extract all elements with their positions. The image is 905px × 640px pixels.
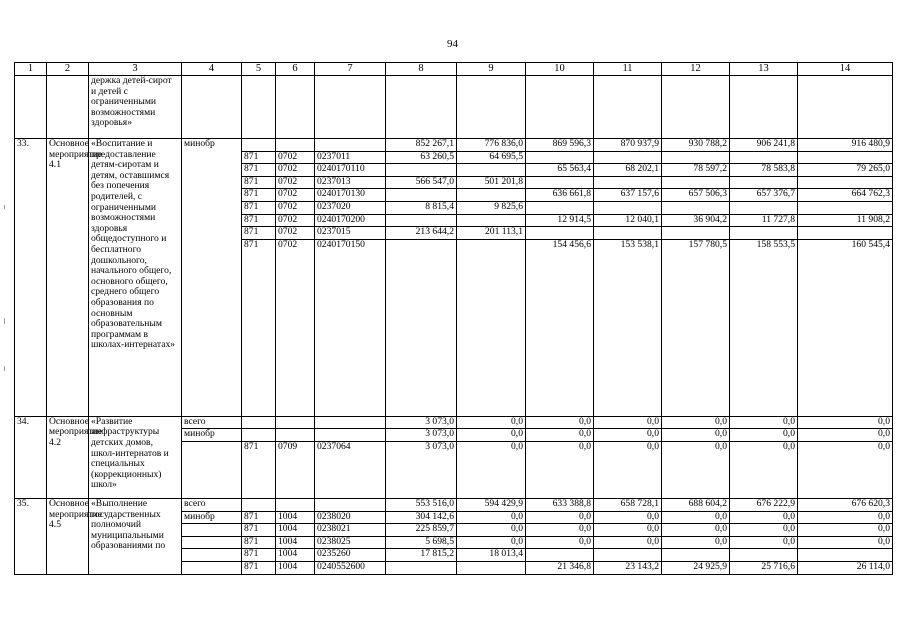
column-header: 10: [526, 63, 594, 76]
table-cell: 0702: [276, 189, 315, 202]
table-cell: 566 547,0: [386, 176, 457, 189]
table-cell: 0,0: [526, 536, 594, 549]
table-cell: минобр: [182, 429, 242, 442]
table-cell: 0238025: [315, 536, 386, 549]
table-cell: [594, 227, 662, 240]
budget-table: [14, 62, 893, 575]
table-cell: [276, 498, 315, 511]
table-cell: 0,0: [798, 416, 893, 429]
measure-type: Основное мероприятие 4.2: [47, 416, 89, 498]
table-cell: [662, 201, 730, 214]
table-cell: [526, 151, 594, 164]
table-cell: 24 925,9: [662, 561, 730, 574]
page-number: 94: [447, 38, 458, 50]
table-cell: [730, 176, 798, 189]
table-cell: [730, 227, 798, 240]
column-header: 3: [89, 63, 182, 76]
measure-name: «Воспитание и предоставление детям-сиротам и детям, оставшимся без попечения родителей, с ограниченными возможностями здоровья общедоступного и бесплатного дошкольного, начального общего, основного общего, среднего общего образования по основным образовательным программам в школах-интернатах»: [89, 139, 182, 417]
table-cell: 12 914,5: [526, 214, 594, 227]
table-cell: 0702: [276, 164, 315, 177]
table-cell: [15, 76, 47, 139]
table-cell: 11 727,8: [730, 214, 798, 227]
column-header: 7: [315, 63, 386, 76]
column-header: 11: [594, 63, 662, 76]
continuation-row: [15, 76, 893, 139]
table-cell: [662, 76, 730, 139]
row-number: 34.: [15, 416, 47, 498]
table-cell: 0,0: [730, 536, 798, 549]
table-cell: 0,0: [730, 524, 798, 537]
table-cell: 0,0: [662, 536, 730, 549]
table-cell: 871: [242, 214, 276, 227]
table-cell: 23 143,2: [594, 561, 662, 574]
table-cell: [730, 151, 798, 164]
table-cell: [386, 189, 457, 202]
table-cell: 0,0: [526, 511, 594, 524]
table-cell: [662, 227, 730, 240]
table-cell: 0,0: [594, 429, 662, 442]
table-cell: 225 859,7: [386, 524, 457, 537]
table-cell: 0,0: [730, 429, 798, 442]
table-cell: 0240170150: [315, 239, 386, 416]
table-cell: 930 788,2: [662, 139, 730, 152]
header-row: [15, 63, 893, 76]
table-cell: [798, 151, 893, 164]
table-cell: 871: [242, 189, 276, 202]
table-cell: 0237015: [315, 227, 386, 240]
table-cell: 0235260: [315, 549, 386, 562]
table-cell: 201 113,1: [457, 227, 526, 240]
table-cell: 0702: [276, 201, 315, 214]
table-cell: минобр: [182, 511, 242, 524]
table-cell: [315, 76, 386, 139]
table-cell: 3 073,0: [386, 441, 457, 498]
table-cell: 0,0: [594, 416, 662, 429]
table-cell: 871: [242, 201, 276, 214]
table-cell: [315, 416, 386, 429]
table-cell: [315, 498, 386, 511]
measure-name: держка детей-сирот и детей с ограниченными возможностями здоровья»: [89, 76, 182, 139]
table-cell: 79 265,0: [798, 164, 893, 177]
table-cell: 63 260,5: [386, 151, 457, 164]
table-cell: 0,0: [730, 511, 798, 524]
table-cell: 5 698,5: [386, 536, 457, 549]
table-cell: [662, 549, 730, 562]
table-cell: 8 815,4: [386, 201, 457, 214]
table-cell: 871: [242, 239, 276, 416]
table-cell: 78 597,2: [662, 164, 730, 177]
table-cell: [730, 549, 798, 562]
table-cell: 1004: [276, 549, 315, 562]
column-header: 5: [242, 63, 276, 76]
table-cell: 871: [242, 151, 276, 164]
table-cell: 36 904,2: [662, 214, 730, 227]
table-cell: [242, 416, 276, 429]
table-cell: [526, 76, 594, 139]
table-cell: 0240552600: [315, 561, 386, 574]
measure-name: «Выполнение государственных полномочий муниципальными образованиями по: [89, 498, 182, 574]
table-cell: 68 202,1: [594, 164, 662, 177]
table-cell: [594, 549, 662, 562]
table-cell: [182, 536, 242, 549]
table-cell: [457, 76, 526, 139]
table-cell: 657 376,7: [730, 189, 798, 202]
budget-table-wrapper: [14, 62, 892, 575]
table-cell: 871: [242, 441, 276, 498]
column-header: 12: [662, 63, 730, 76]
table-cell: 12 040,1: [594, 214, 662, 227]
column-header: 14: [798, 63, 893, 76]
measure-name: «Развитие инфраструктуры детских домов, школ-интернатов и специальных (коррекционных) школ»: [89, 416, 182, 498]
table-cell: [182, 524, 242, 537]
table-cell: [457, 164, 526, 177]
column-header: 13: [730, 63, 798, 76]
table-cell: [594, 151, 662, 164]
table-cell: [526, 227, 594, 240]
column-header: 9: [457, 63, 526, 76]
table-cell: 0240170130: [315, 189, 386, 202]
table-cell: 78 583,8: [730, 164, 798, 177]
table-cell: 0,0: [798, 536, 893, 549]
table-cell: 637 157,6: [594, 189, 662, 202]
table-cell: 0,0: [730, 416, 798, 429]
table-cell: 658 728,1: [594, 498, 662, 511]
table-cell: 213 644,2: [386, 227, 457, 240]
table-cell: 0,0: [798, 441, 893, 498]
table-cell: 0238020: [315, 511, 386, 524]
table-cell: 0238021: [315, 524, 386, 537]
row-number: 33.: [15, 139, 47, 417]
table-cell: 871: [242, 524, 276, 537]
table-cell: 18 013,4: [457, 549, 526, 562]
table-cell: [276, 139, 315, 152]
table-cell: [457, 561, 526, 574]
table-cell: 0240170200: [315, 214, 386, 227]
table-row: [15, 498, 893, 511]
table-cell: [594, 176, 662, 189]
table-cell: 501 201,8: [457, 176, 526, 189]
table-cell: [242, 498, 276, 511]
table-cell: [526, 549, 594, 562]
table-cell: [798, 227, 893, 240]
table-cell: 776 836,0: [457, 139, 526, 152]
table-cell: 0,0: [526, 429, 594, 442]
table-cell: [386, 164, 457, 177]
table-cell: 64 695,5: [457, 151, 526, 164]
measure-type: Основное мероприятие 4.5: [47, 498, 89, 574]
table-cell: 26 114,0: [798, 561, 893, 574]
table-cell: 0709: [276, 441, 315, 498]
table-cell: 0,0: [662, 524, 730, 537]
table-cell: [662, 151, 730, 164]
table-cell: 0,0: [662, 416, 730, 429]
table-cell: [315, 139, 386, 152]
table-cell: [386, 76, 457, 139]
table-row: [15, 416, 893, 429]
table-cell: 871: [242, 511, 276, 524]
table-cell: 676 222,9: [730, 498, 798, 511]
table-cell: 65 563,4: [526, 164, 594, 177]
table-cell: [457, 214, 526, 227]
table-cell: [276, 76, 315, 139]
table-cell: [798, 76, 893, 139]
table-cell: 633 388,8: [526, 498, 594, 511]
table-cell: 0,0: [457, 524, 526, 537]
column-header: 1: [15, 63, 47, 76]
table-cell: 0,0: [526, 441, 594, 498]
table-cell: 0237020: [315, 201, 386, 214]
table-cell: 0240170110: [315, 164, 386, 177]
table-cell: 0,0: [798, 429, 893, 442]
table-cell: 0237064: [315, 441, 386, 498]
table-cell: [386, 239, 457, 416]
table-cell: 1004: [276, 561, 315, 574]
table-cell: 871: [242, 549, 276, 562]
table-cell: [526, 176, 594, 189]
table-cell: [182, 441, 242, 498]
table-cell: [386, 561, 457, 574]
table-cell: 0,0: [526, 524, 594, 537]
measure-type: Основное мероприятие 4.1: [47, 139, 89, 417]
table-cell: 916 480,9: [798, 139, 893, 152]
table-cell: 636 661,8: [526, 189, 594, 202]
column-header: 8: [386, 63, 457, 76]
table-cell: [242, 76, 276, 139]
table-cell: 1004: [276, 524, 315, 537]
table-cell: [798, 176, 893, 189]
column-header: 2: [47, 63, 89, 76]
table-cell: 0,0: [457, 441, 526, 498]
table-cell: 157 780,5: [662, 239, 730, 416]
table-cell: 676 620,3: [798, 498, 893, 511]
table-cell: [798, 201, 893, 214]
table-cell: 0702: [276, 227, 315, 240]
table-cell: [47, 76, 89, 139]
table-cell: [594, 76, 662, 139]
table-cell: 657 506,3: [662, 189, 730, 202]
table-cell: 0,0: [662, 511, 730, 524]
responsible-executor: минобр: [182, 139, 242, 417]
table-cell: 9 825,6: [457, 201, 526, 214]
table-cell: 871: [242, 561, 276, 574]
binding-mark: [4, 318, 5, 324]
table-cell: 852 267,1: [386, 139, 457, 152]
table-cell: 1004: [276, 511, 315, 524]
table-cell: [386, 214, 457, 227]
table-cell: 304 142,6: [386, 511, 457, 524]
table-cell: 0,0: [594, 536, 662, 549]
table-cell: 688 604,2: [662, 498, 730, 511]
table-cell: [730, 76, 798, 139]
table-cell: 0702: [276, 214, 315, 227]
table-cell: [182, 561, 242, 574]
row-number: 35.: [15, 498, 47, 574]
column-header: 6: [276, 63, 315, 76]
table-cell: [182, 549, 242, 562]
table-cell: 553 516,0: [386, 498, 457, 511]
table-cell: 871: [242, 176, 276, 189]
table-cell: [662, 176, 730, 189]
table-cell: 906 241,8: [730, 139, 798, 152]
column-header: 4: [182, 63, 242, 76]
table-cell: [242, 429, 276, 442]
table-row: [15, 139, 893, 152]
table-cell: всего: [182, 416, 242, 429]
table-cell: 870 937,9: [594, 139, 662, 152]
table-cell: [242, 139, 276, 152]
table-cell: 871: [242, 227, 276, 240]
binding-mark: [4, 205, 5, 209]
table-cell: 0,0: [594, 524, 662, 537]
table-cell: 0,0: [594, 441, 662, 498]
table-cell: 153 538,1: [594, 239, 662, 416]
table-cell: 3 073,0: [386, 429, 457, 442]
table-cell: [798, 549, 893, 562]
table-cell: 154 456,6: [526, 239, 594, 416]
table-cell: 0,0: [662, 441, 730, 498]
table-cell: 594 429,9: [457, 498, 526, 511]
table-cell: 11 908,2: [798, 214, 893, 227]
table-cell: 0,0: [730, 441, 798, 498]
table-cell: 0702: [276, 176, 315, 189]
table-cell: 0,0: [457, 511, 526, 524]
table-cell: 0,0: [457, 536, 526, 549]
table-cell: 869 596,3: [526, 139, 594, 152]
table-cell: всего: [182, 498, 242, 511]
table-cell: 0237013: [315, 176, 386, 189]
table-cell: 1004: [276, 536, 315, 549]
table-cell: [276, 429, 315, 442]
table-cell: 664 762,3: [798, 189, 893, 202]
table-cell: [594, 201, 662, 214]
table-cell: 3 073,0: [386, 416, 457, 429]
table-cell: 0,0: [798, 511, 893, 524]
table-cell: 0237011: [315, 151, 386, 164]
table-cell: 25 716,6: [730, 561, 798, 574]
table-cell: 0702: [276, 239, 315, 416]
table-cell: 0,0: [457, 416, 526, 429]
table-cell: 0,0: [798, 524, 893, 537]
table-cell: [457, 239, 526, 416]
table-cell: 0,0: [526, 416, 594, 429]
table-cell: 0702: [276, 151, 315, 164]
table-cell: 871: [242, 164, 276, 177]
table-cell: [526, 201, 594, 214]
table-cell: [182, 76, 242, 139]
table-cell: [315, 429, 386, 442]
table-cell: [457, 189, 526, 202]
table-cell: 160 545,4: [798, 239, 893, 416]
table-cell: [276, 416, 315, 429]
binding-mark: [4, 366, 5, 371]
table-cell: 21 346,8: [526, 561, 594, 574]
table-cell: [730, 201, 798, 214]
table-cell: 871: [242, 536, 276, 549]
table-cell: 158 553,5: [730, 239, 798, 416]
table-cell: 17 815,2: [386, 549, 457, 562]
table-cell: 0,0: [594, 511, 662, 524]
table-cell: 0,0: [457, 429, 526, 442]
table-cell: 0,0: [662, 429, 730, 442]
